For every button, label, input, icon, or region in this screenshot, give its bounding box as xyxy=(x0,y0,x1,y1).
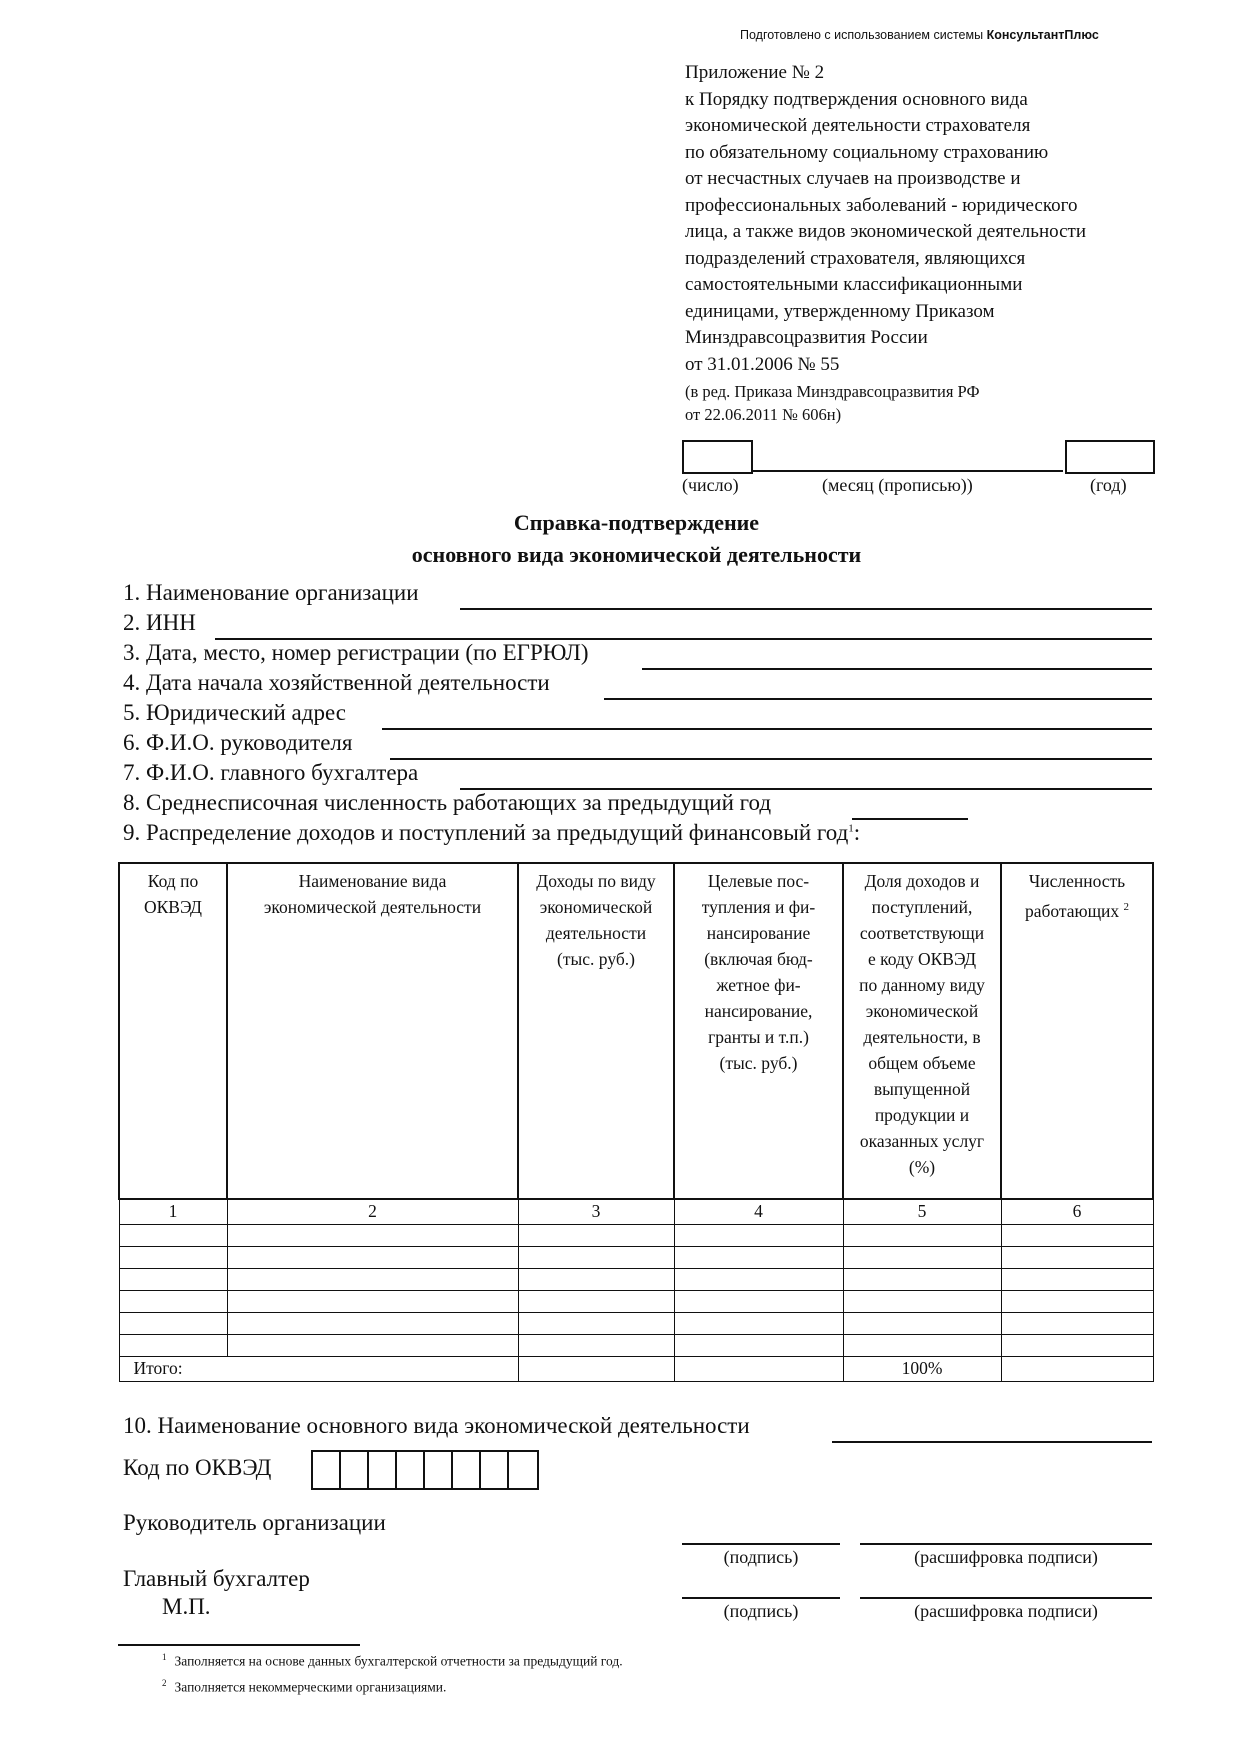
table-row xyxy=(119,1247,1153,1269)
table-cell[interactable] xyxy=(1001,1335,1153,1357)
header-income: Доходы по виду экономической деятельности (тыс. руб.) xyxy=(518,863,674,1199)
table-row xyxy=(119,1313,1153,1335)
table-row xyxy=(119,1291,1153,1313)
table-cell[interactable] xyxy=(518,1291,674,1313)
table-cell[interactable] xyxy=(518,1247,674,1269)
field-org-name-label: 1. Наименование организации xyxy=(123,580,419,605)
table-cell[interactable] xyxy=(1001,1291,1153,1313)
appendix-line: лица, а также видов экономической деятельности xyxy=(685,221,1086,242)
footnote-2 xyxy=(162,1678,446,1696)
appendix-line: Приложение № 2 xyxy=(685,62,825,83)
header-income-share: Доля доходов и поступлений, соответствующи е коду ОКВЭД по данному виду экономической деятельности, в общем объеме выпущенной продукции и оказанных услуг (%) xyxy=(843,863,1001,1199)
appendix-line: профессиональных заболеваний - юридического xyxy=(685,194,1078,216)
header-activity-name: Наименование вида экономической деятельности xyxy=(227,863,518,1199)
table-cell[interactable] xyxy=(843,1313,1001,1335)
table-cell[interactable] xyxy=(227,1291,518,1313)
appendix-line: от 31.01.2006 № 55 xyxy=(685,353,840,375)
column-number: 2 xyxy=(227,1199,518,1225)
header-targeted-funding: Целевые пос- тупления и фи- нансирование (включая бюд- жетное фи- нансирование, гранты и т.п.) (тыс. руб.) xyxy=(674,863,843,1199)
field-start-date-label: 4. Дата начала хозяйственной деятельности xyxy=(123,670,550,695)
table-cell[interactable] xyxy=(674,1225,843,1247)
field-headcount-label: 8. Среднесписочная численность работающих за предыдущий год xyxy=(123,790,772,815)
table-column-numbers xyxy=(119,1199,1153,1225)
footnote-mark: 1 xyxy=(162,1652,167,1662)
date-day-caption: (число) xyxy=(682,475,739,495)
column-number: 1 xyxy=(119,1199,227,1225)
table-cell[interactable] xyxy=(518,1225,674,1247)
table-cell[interactable] xyxy=(119,1225,227,1247)
total-label: Итого: xyxy=(119,1357,518,1382)
okved-code-label: Код по ОКВЭД xyxy=(123,1455,272,1480)
table-total-row xyxy=(119,1357,1153,1382)
table-row xyxy=(119,1225,1153,1247)
redaction-line: (в ред. Приказа Минздравсоцразвития РФ xyxy=(685,382,980,401)
table-cell[interactable] xyxy=(674,1269,843,1291)
footnote-mark: 2 xyxy=(162,1678,167,1688)
head-signature-line[interactable] xyxy=(682,1543,840,1545)
date-day-box[interactable] xyxy=(682,440,753,474)
table-cell[interactable] xyxy=(227,1313,518,1335)
column-number: 4 xyxy=(674,1199,843,1225)
okved-digit-box[interactable] xyxy=(481,1452,509,1488)
appendix-line: Минздравсоцразвития России xyxy=(685,327,928,348)
column-number: 3 xyxy=(518,1199,674,1225)
field-accountant-label: 7. Ф.И.О. главного бухгалтера xyxy=(123,760,419,785)
footnote-1 xyxy=(162,1652,623,1670)
table-cell[interactable] xyxy=(1001,1247,1153,1269)
table-cell[interactable] xyxy=(674,1291,843,1313)
table-cell[interactable] xyxy=(518,1269,674,1291)
okved-digit-box[interactable] xyxy=(341,1452,369,1488)
okved-code-boxes xyxy=(311,1450,539,1490)
redaction-line: от 22.06.2011 № 606н) xyxy=(685,405,842,424)
head-decoding-line[interactable] xyxy=(860,1543,1152,1545)
field-main-activity-label: 10. Наименование основного вида экономической деятельности xyxy=(123,1413,750,1438)
table-row xyxy=(119,1335,1153,1357)
footnote-ref-2: 2 xyxy=(1123,901,1130,913)
table-cell[interactable] xyxy=(674,1247,843,1269)
appendix-line: к Порядку подтверждения основного вида xyxy=(685,88,1028,110)
field-registration-line[interactable] xyxy=(642,668,1152,670)
table-cell[interactable] xyxy=(119,1335,227,1357)
accountant-decoding-caption: (расшифровка подписи) xyxy=(914,1601,1098,1621)
appendix-line: по обязательному социальному страхованию xyxy=(685,141,1049,163)
table-cell[interactable] xyxy=(1001,1225,1153,1247)
field-income-distribution-text: 9. Распределение доходов и поступлений за предыдущий финансовый год xyxy=(123,820,849,845)
field-inn-label: 2. ИНН xyxy=(123,610,196,635)
accountant-signature-label: Главный бухгалтер xyxy=(123,1566,310,1591)
field-income-distribution-label xyxy=(123,820,860,846)
table-cell[interactable] xyxy=(843,1225,1001,1247)
redaction-note xyxy=(685,380,979,426)
column-number: 6 xyxy=(1001,1199,1153,1225)
table-cell[interactable] xyxy=(843,1335,1001,1357)
table-cell[interactable] xyxy=(1001,1313,1153,1335)
prepared-prefix: Подготовлено с использованием системы xyxy=(740,28,984,42)
date-year-caption: (год) xyxy=(1090,475,1127,495)
table-cell[interactable] xyxy=(674,1335,843,1357)
total-headcount-cell[interactable] xyxy=(1001,1357,1153,1382)
table-cell[interactable] xyxy=(843,1269,1001,1291)
okved-digit-box[interactable] xyxy=(397,1452,425,1488)
column-number: 5 xyxy=(843,1199,1001,1225)
prepared-system: КонсультантПлюс xyxy=(986,28,1099,42)
appendix-line: от несчастных случаев на производстве и xyxy=(685,168,1021,189)
appendix-block xyxy=(685,60,1086,378)
appendix-line: экономической деятельности страхователя xyxy=(685,115,1031,136)
table-cell[interactable] xyxy=(227,1247,518,1269)
footnote-text: Заполняется на основе данных бухгалтерской отчетности за предыдущий год. xyxy=(174,1653,623,1669)
field-legal-address-line[interactable] xyxy=(382,728,1152,730)
table-cell[interactable] xyxy=(518,1313,674,1335)
table-cell[interactable] xyxy=(119,1291,227,1313)
table-cell[interactable] xyxy=(119,1313,227,1335)
field-org-name-line[interactable] xyxy=(460,608,1152,610)
table-cell[interactable] xyxy=(518,1335,674,1357)
date-year-box[interactable] xyxy=(1065,440,1155,474)
header-okved-code: Код по ОКВЭД xyxy=(119,863,227,1199)
table-header-row xyxy=(119,863,1153,1199)
okved-digit-box[interactable] xyxy=(313,1452,341,1488)
total-share: 100% xyxy=(843,1357,1001,1382)
footnote-divider xyxy=(118,1644,360,1646)
date-month-line[interactable] xyxy=(751,470,1063,472)
footnote-text: Заполняется некоммерческими организациями. xyxy=(174,1679,447,1695)
okved-digit-box[interactable] xyxy=(509,1452,537,1488)
table-cell[interactable] xyxy=(674,1313,843,1335)
table-cell[interactable] xyxy=(227,1335,518,1357)
field-director-line[interactable] xyxy=(390,758,1152,760)
head-signature-caption: (подпись) xyxy=(723,1547,799,1567)
table-cell[interactable] xyxy=(227,1225,518,1247)
income-distribution-table xyxy=(118,862,1154,1382)
table-cell[interactable] xyxy=(119,1247,227,1269)
table-cell[interactable] xyxy=(1001,1269,1153,1291)
seal-label: М.П. xyxy=(162,1594,211,1619)
document-title-line2: основного вида экономической деятельности xyxy=(411,542,862,567)
appendix-line: самостоятельными классификационными xyxy=(685,274,1023,295)
field-main-activity-line[interactable] xyxy=(832,1441,1152,1443)
date-month-caption: (месяц (прописью)) xyxy=(822,475,973,495)
field-director-label: 6. Ф.И.О. руководителя xyxy=(123,730,353,755)
total-income-cell[interactable] xyxy=(518,1357,674,1382)
header-headcount: Численность работающих $^2$ xyxy=(1001,863,1153,1199)
okved-digit-box[interactable] xyxy=(369,1452,397,1488)
okved-digit-box[interactable] xyxy=(453,1452,481,1488)
accountant-signature-caption: (подпись) xyxy=(723,1601,799,1621)
head-decoding-caption: (расшифровка подписи) xyxy=(914,1547,1098,1567)
accountant-signature-line[interactable] xyxy=(682,1597,840,1599)
table-cell[interactable] xyxy=(843,1247,1001,1269)
appendix-line: единицами, утвержденному Приказом xyxy=(685,300,995,322)
table-cell[interactable] xyxy=(227,1269,518,1291)
footnote-ref-1: 1 xyxy=(848,822,854,835)
field-legal-address-label: 5. Юридический адрес xyxy=(123,700,346,725)
field-income-distribution-colon: : xyxy=(853,820,861,845)
appendix-line: подразделений страхователя, являющихся xyxy=(685,247,1026,269)
head-signature-label: Руководитель организации xyxy=(123,1510,386,1535)
table-cell[interactable] xyxy=(119,1269,227,1291)
okved-digit-box[interactable] xyxy=(425,1452,453,1488)
table-cell[interactable] xyxy=(843,1291,1001,1313)
field-headcount-line[interactable] xyxy=(852,818,968,820)
total-funding-cell[interactable] xyxy=(674,1357,843,1382)
field-registration-label: 3. Дата, место, номер регистрации (по ЕГРЮЛ) xyxy=(123,640,589,665)
prepared-note xyxy=(740,28,1099,42)
field-start-date-line[interactable] xyxy=(604,698,1152,700)
accountant-decoding-line[interactable] xyxy=(860,1597,1152,1599)
document-title-line1: Справка-подтверждение xyxy=(513,510,760,535)
table-row xyxy=(119,1269,1153,1291)
